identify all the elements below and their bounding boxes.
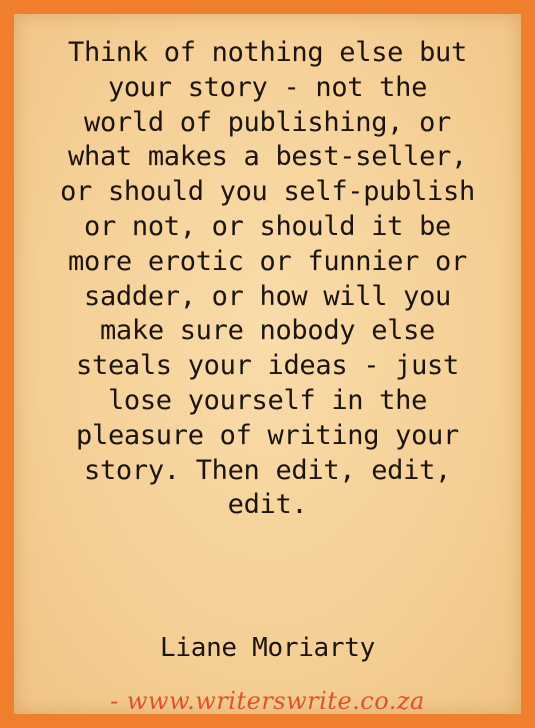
quote-line: Think of nothing else but xyxy=(68,37,467,68)
quote-author: Liane Moriarty xyxy=(160,633,375,663)
quote-card xyxy=(14,14,521,714)
quote-line: what makes a best-seller, xyxy=(68,141,467,173)
quote-line: story. Then edit, edit, xyxy=(84,454,451,486)
quote-line: or should you self-publish xyxy=(60,176,475,208)
quote-line: your story - not the xyxy=(107,71,428,103)
quote-line: world of publishing, or xyxy=(84,106,451,138)
quote-line: sadder, or how will you xyxy=(84,280,451,312)
quote-line: more erotic or funnier or xyxy=(68,245,467,277)
quote-line: steals your ideas - just xyxy=(76,350,459,382)
quote-line: make sure nobody else xyxy=(99,315,436,347)
quote-text xyxy=(14,36,521,523)
quote-line: lose yourself in the xyxy=(107,384,428,416)
quote-line: pleasure of writing your xyxy=(76,419,459,451)
quote-line: edit. xyxy=(227,489,308,521)
quote-line: or not, or should it be xyxy=(84,210,451,242)
source-url: - www.writerswrite.co.za xyxy=(110,687,425,715)
